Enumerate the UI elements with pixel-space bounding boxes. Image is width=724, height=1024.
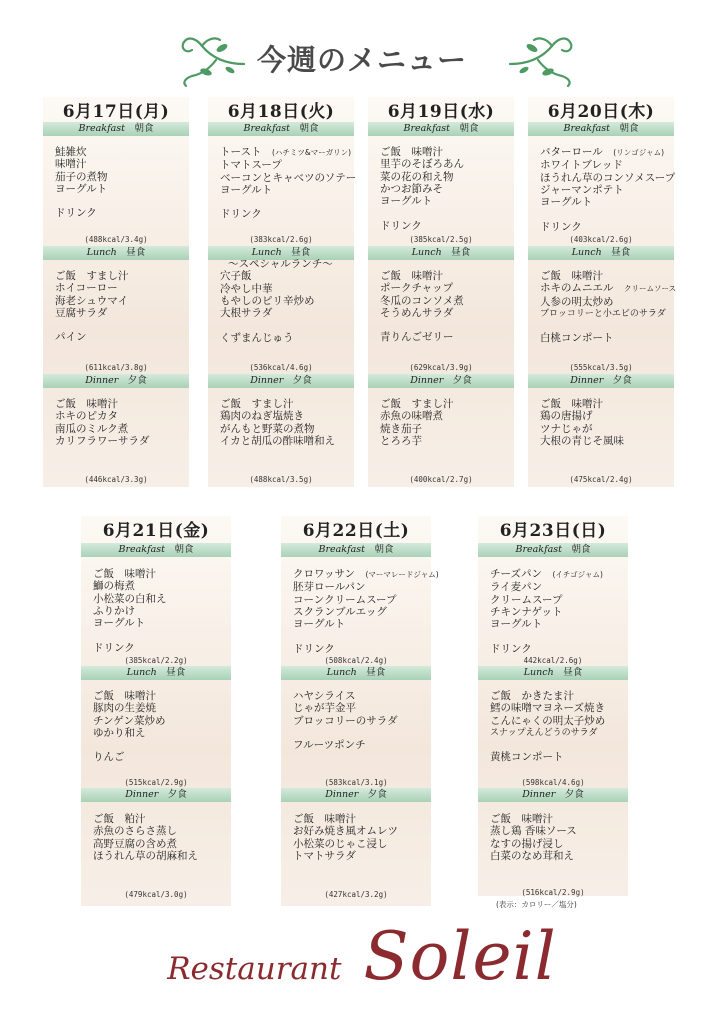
day-card-wed <box>368 97 514 487</box>
lunch-items: ～スペシャルランチ～ 穴子飯 冷やし中華 もやしのピリ辛炒め 大根サラダ くずまんじゅう <box>220 258 348 344</box>
breakfast-kcal: (385kcal/2.5g) <box>409 235 473 244</box>
dinner-items: ご飯 味噌汁 お好み焼き風オムレツ 小松菜のじゃこ浸し トマトサラダ <box>293 813 398 862</box>
dinner-kcal: (516kcal/2.9g) <box>521 888 585 897</box>
brand-name: Soleil <box>363 918 557 995</box>
lunch-kcal: (629kcal/3.9g) <box>409 363 473 372</box>
lunch-header: Lunch 昼食 <box>478 666 628 680</box>
breakfast-items: ご飯 味噌汁 里芋のそぼろあん 菜の花の和え物 かつお節みそ ヨーグルト ドリンク <box>380 146 464 232</box>
breakfast-kcal: (385kcal/2.2g) <box>124 656 188 665</box>
dinner-kcal: (427kcal/3.2g) <box>324 890 388 899</box>
dinner-header: Dinner 夕食 <box>208 374 354 388</box>
lunch-kcal: (611kcal/3.8g) <box>84 363 148 372</box>
dinner-items: ご飯 味噌汁 ホキのピカタ 南瓜のミルク煮 カリフラワーサラダ <box>55 398 150 447</box>
breakfast-header: Breakfast 朝食 <box>528 122 674 136</box>
day-date: 6月23日(日) <box>499 521 607 541</box>
breakfast-kcal: (403kcal/2.6g) <box>569 235 633 244</box>
breakfast-items: 鮭雑炊 味噌汁 茄子の煮物 ヨーグルト ドリンク <box>55 146 108 220</box>
calorie-salt-legend: (表示：カロリー／塩分) <box>496 900 577 909</box>
dinner-header: Dinner 夕食 <box>478 788 628 802</box>
day-date: 6月20日(木) <box>547 102 655 122</box>
lunch-kcal: (555kcal/3.5g) <box>569 363 633 372</box>
day-date: 6月21日(金) <box>102 521 210 541</box>
breakfast-kcal: (488kcal/3.4g) <box>84 235 148 244</box>
breakfast-items: トースト (ハチミツ&マーガリン) トマトスープ ベーコンとキャベツのソテー ヨーグルト ドリンク <box>220 146 357 221</box>
lunch-header: Lunch 昼食 <box>208 246 354 260</box>
day-date: 6月17日(月) <box>62 102 170 122</box>
lunch-items: ご飯 味噌汁 ホキのムニエル クリームソース 人参の明太炒め ブロッコリーと小エビのサラダ 白桃コンポート <box>540 270 677 345</box>
day-date: 6月18日(火) <box>227 102 335 122</box>
day-card-thu <box>528 97 677 487</box>
dinner-kcal: (446kcal/3.3g) <box>84 475 148 484</box>
day-card-fri <box>81 516 231 906</box>
breakfast-note: (イチゴジャム) <box>552 570 603 579</box>
day-card-tue <box>208 97 357 487</box>
breakfast-items: チーズパン (イチゴジャム) ライ麦パン クリームスープ チキンナゲット ヨーグルト ドリンク <box>490 568 603 655</box>
dinner-items: ご飯 味噌汁 鶏の唐揚げ ツナじゃが 大根の青じそ風味 <box>540 398 624 447</box>
dinner-kcal: (475kcal/2.4g) <box>569 475 633 484</box>
dinner-items: ご飯 粕汁 赤魚のさらさ蒸し 高野豆腐の含め煮 ほうれん草の胡麻和え <box>93 813 198 862</box>
dinner-items: ご飯 味噌汁 蒸し鶏 香味ソース なすの揚げ浸し 白菜のなめ茸和え <box>490 813 577 862</box>
lunch-kcal: (598kcal/4.6g) <box>521 778 585 787</box>
breakfast-header: Breakfast 朝食 <box>43 122 189 136</box>
breakfast-kcal: (508kcal/2.4g) <box>324 656 388 665</box>
breakfast-items: クロワッサン (マーマレードジャム) 胚芽ロールパン コーンクリームスープ スクランブルエッグ ヨーグルト ドリンク <box>293 568 439 655</box>
dinner-kcal: (488kcal/3.5g) <box>249 475 313 484</box>
restaurant-logo <box>0 918 724 995</box>
breakfast-header: Breakfast 朝食 <box>478 543 628 557</box>
breakfast-note: (ハチミツ&マーガリン) <box>271 148 352 157</box>
breakfast-note: (マーマレードジャム) <box>365 570 439 579</box>
day-card-mon <box>43 97 189 487</box>
breakfast-items: バターロール (リンゴジャム) ホワイトブレッド ほうれん草のコンソメスープ ジャーマンポテト ヨーグルト ドリンク <box>540 146 676 233</box>
dinner-header: Dinner 夕食 <box>368 374 514 388</box>
breakfast-kcal: 442kcal/2.6g) <box>523 656 583 665</box>
dinner-header: Dinner 夕食 <box>43 374 189 388</box>
breakfast-header: Breakfast 朝食 <box>208 122 354 136</box>
breakfast-header: Breakfast 朝食 <box>281 543 431 557</box>
dinner-items: ご飯 すまし汁 赤魚の味噌煮 焼き茄子 とろろ芋 <box>380 398 454 447</box>
breakfast-note: (リンゴジャム) <box>613 148 664 157</box>
breakfast-header: Breakfast 朝食 <box>368 122 514 136</box>
dinner-header: Dinner 夕食 <box>528 374 674 388</box>
dinner-kcal: (479kcal/3.0g) <box>124 890 188 899</box>
lunch-header: Lunch 昼食 <box>81 666 231 680</box>
breakfast-header: Breakfast 朝食 <box>81 543 231 557</box>
day-card-sun <box>478 516 628 896</box>
lunch-kcal: (536kcal/4.6g) <box>249 363 313 372</box>
lunch-items: ご飯 かきたま汁 鱈の味噌マヨネーズ焼き こんにゃくの明太子炒め スナップえんどうのサラダ 黄桃コンポート <box>490 690 606 764</box>
brand-prefix: Restaurant <box>167 951 342 987</box>
day-card-sat <box>281 516 439 906</box>
dinner-header: Dinner 夕食 <box>81 788 231 802</box>
lunch-kcal: (515kcal/2.9g) <box>124 778 188 787</box>
lunch-items: ご飯 味噌汁 ポークチャップ 冬瓜のコンソメ煮 そうめんサラダ 青りんごゼリー <box>380 270 464 344</box>
page-title: 今週のメニュー <box>256 43 467 77</box>
lunch-header: Lunch 昼食 <box>281 666 431 680</box>
breakfast-items: ご飯 味噌汁 鰤の梅煮 小松菜の白和え ふりかけ ヨーグルト ドリンク <box>93 568 167 654</box>
lunch-note: クリームソース <box>624 284 677 294</box>
dinner-items: ご飯 すまし汁 鶏肉のねぎ塩焼き がんもと野菜の煮物 イカと胡瓜の酢味噌和え <box>220 398 336 447</box>
lunch-subtitle: ～スペシャルランチ～ <box>228 258 333 270</box>
lunch-kcal: (583kcal/3.1g) <box>324 778 388 787</box>
dinner-kcal: (400kcal/2.7g) <box>409 475 473 484</box>
dinner-header: Dinner 夕食 <box>281 788 431 802</box>
lunch-header: Lunch 昼食 <box>528 246 674 260</box>
breakfast-kcal: (383kcal/2.6g) <box>249 235 313 244</box>
lunch-header: Lunch 昼食 <box>43 246 189 260</box>
lunch-items: ハヤシライス じゃが芋金平 ブロッコリーのサラダ フルーツポンチ <box>293 690 398 752</box>
lunch-items: ご飯 すまし汁 ホイコーロー 海老シュウマイ 豆腐サラダ パイン <box>55 270 129 344</box>
lunch-header: Lunch 昼食 <box>368 246 514 260</box>
day-date: 6月22日(土) <box>302 521 410 541</box>
lunch-items: ご飯 味噌汁 豚肉の生姜焼 チンゲン菜炒め ゆかり和え りんご <box>93 690 166 764</box>
day-date: 6月19日(水) <box>387 102 495 122</box>
